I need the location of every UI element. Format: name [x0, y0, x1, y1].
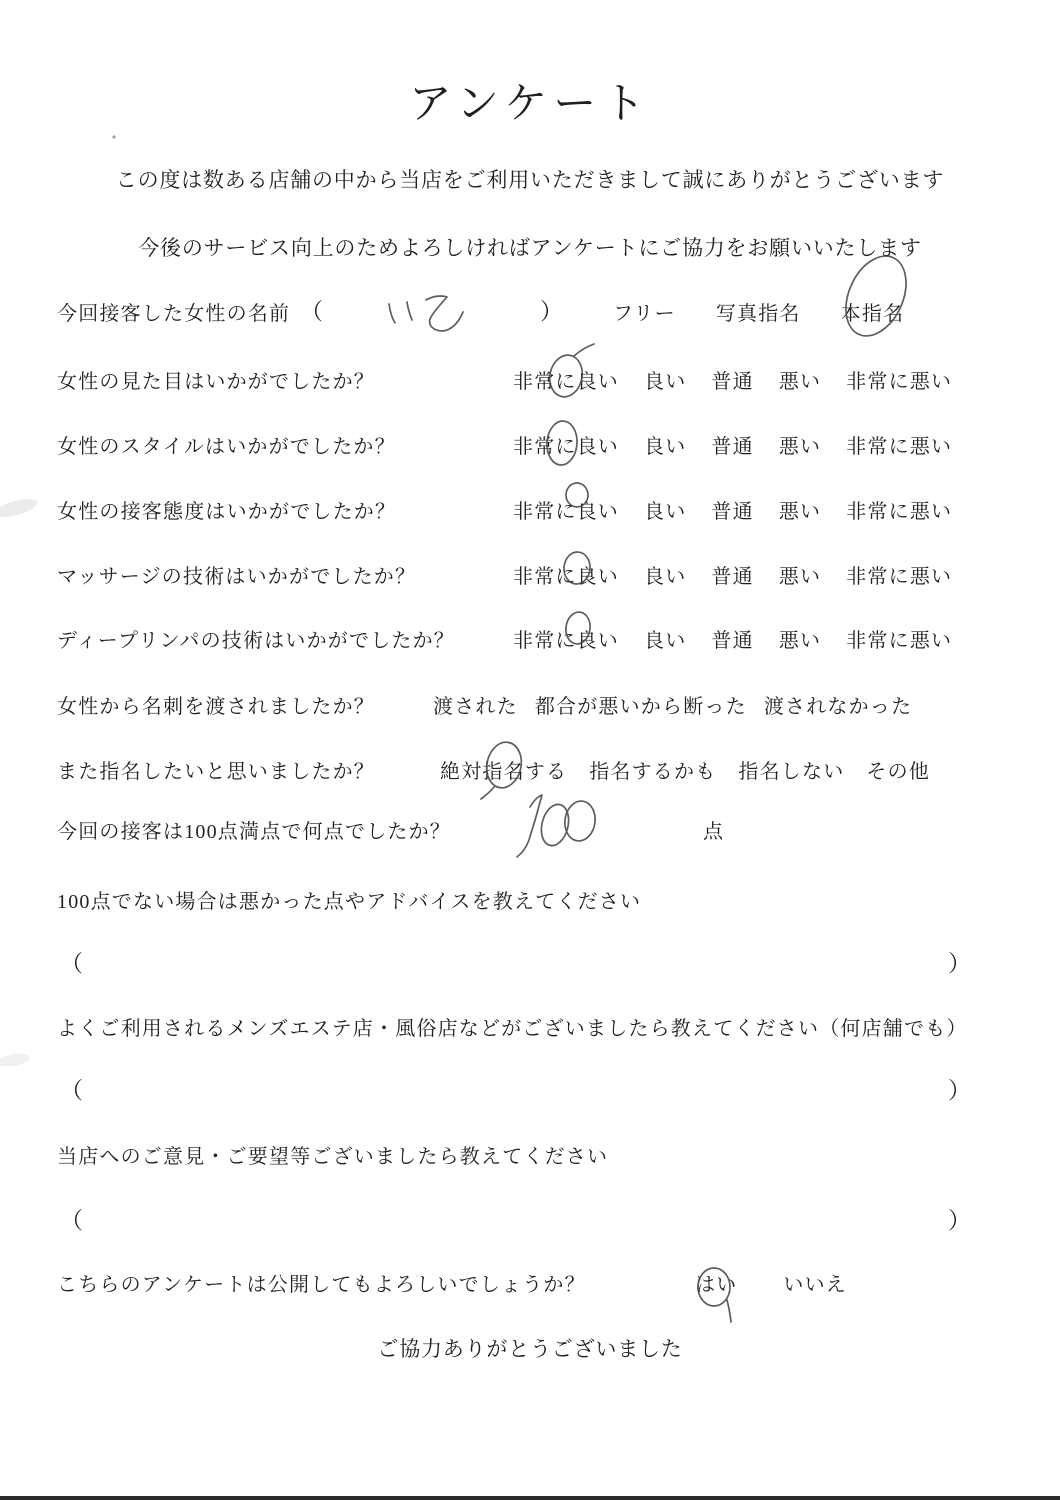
open-paren: （	[60, 1208, 83, 1233]
option-good: 良い	[644, 501, 687, 523]
close-paren: ）	[948, 951, 971, 976]
option-very-bad: 非常に悪い	[846, 630, 953, 652]
option-bad: 悪い	[778, 436, 822, 458]
question-label: ディープリンパの技術はいかがでしたか？	[57, 630, 455, 652]
option-good: 良い	[644, 566, 687, 588]
option-bad: 悪い	[778, 566, 822, 588]
close-paren: ）	[540, 299, 563, 324]
intro-line-1: この度は数ある店舗の中から当店をご利用いただきまして誠にありがとうございます	[115, 168, 945, 192]
option-not-nominate: 指名しない	[738, 761, 845, 783]
closing-message: ご協力ありがとうございました	[377, 1337, 683, 1361]
option-very-bad: 非常に悪い	[846, 566, 953, 588]
option-normal: 普通	[711, 630, 754, 652]
question-label: 今回の接客は100点満点で何点でしたか？	[57, 821, 451, 843]
option-very-bad: 非常に悪い	[846, 501, 953, 523]
option-bad: 悪い	[778, 501, 822, 523]
option-not-received: 渡されなかった	[763, 696, 913, 718]
option-maybe-nominate: 指名するかも	[589, 761, 717, 783]
option-very-good: 非常に良い	[513, 371, 619, 393]
option-bad: 悪い	[778, 371, 822, 393]
option-regular-nomination: 本指名	[840, 303, 905, 325]
page-title: アンケート	[408, 81, 652, 128]
option-very-good: 非常に良い	[513, 501, 619, 523]
question-label: 女性のスタイルはいかがでしたか？	[57, 436, 396, 458]
open-paren: （	[60, 1078, 83, 1103]
intro-line-2: 今後のサービス向上のためよろしければアンケートにご協力をお願いいたします	[138, 236, 922, 260]
option-normal: 普通	[711, 371, 754, 393]
option-good: 良い	[644, 371, 687, 393]
question-label: よくご利用されるメンズエステ店・風俗店などがございましたら教えてください（何店舗でも）	[57, 1018, 968, 1040]
option-very-bad: 非常に悪い	[846, 436, 953, 458]
option-good: 良い	[644, 436, 687, 458]
option-normal: 普通	[711, 436, 754, 458]
option-photo-nomination: 写真指名	[715, 303, 801, 325]
option-normal: 普通	[711, 566, 754, 588]
option-normal: 普通	[711, 501, 754, 523]
option-no: いいえ	[783, 1274, 848, 1296]
handwritten-score	[517, 795, 598, 857]
option-very-good: 非常に良い	[513, 436, 619, 458]
question-label: こちらのアンケートは公開してもよろしいでしょうか？	[57, 1274, 586, 1296]
close-paren: ）	[948, 1208, 971, 1233]
question-label: 女性の接客態度はいかがでしたか？	[57, 501, 397, 523]
question-label: 当店へのご意見・ご要望等ございましたら教えてください	[57, 1146, 609, 1168]
option-yes: はい	[695, 1274, 738, 1296]
option-definitely-nominate: 絶対指名する	[440, 761, 568, 783]
question-label: マッサージの技術はいかがでしたか？	[57, 566, 417, 588]
option-declined-inconvenient: 都合が悪いから断った	[534, 696, 747, 718]
option-very-good: 非常に良い	[513, 630, 619, 652]
question-label: 今回接客した女性の名前	[57, 303, 291, 325]
option-good: 良い	[644, 630, 687, 652]
option-received: 渡された	[433, 696, 518, 718]
option-very-good: 非常に良い	[513, 566, 619, 588]
option-very-bad: 非常に悪い	[846, 371, 953, 393]
option-other: その他	[866, 761, 931, 783]
question-label: 女性の見た目はいかがでしたか？	[57, 371, 375, 393]
question-label: 100点でない場合は悪かった点やアドバイスを教えてください	[57, 891, 642, 913]
handwritten-name	[389, 296, 463, 331]
open-paren: （	[300, 299, 323, 324]
question-label: 女性から名刺を渡されましたか？	[57, 696, 375, 718]
option-free: フリー	[613, 303, 676, 325]
score-unit: 点	[703, 821, 725, 843]
option-bad: 悪い	[778, 630, 822, 652]
open-paren: （	[60, 951, 83, 976]
close-paren: ）	[948, 1078, 971, 1103]
question-label: また指名したいと思いましたか？	[57, 761, 375, 783]
